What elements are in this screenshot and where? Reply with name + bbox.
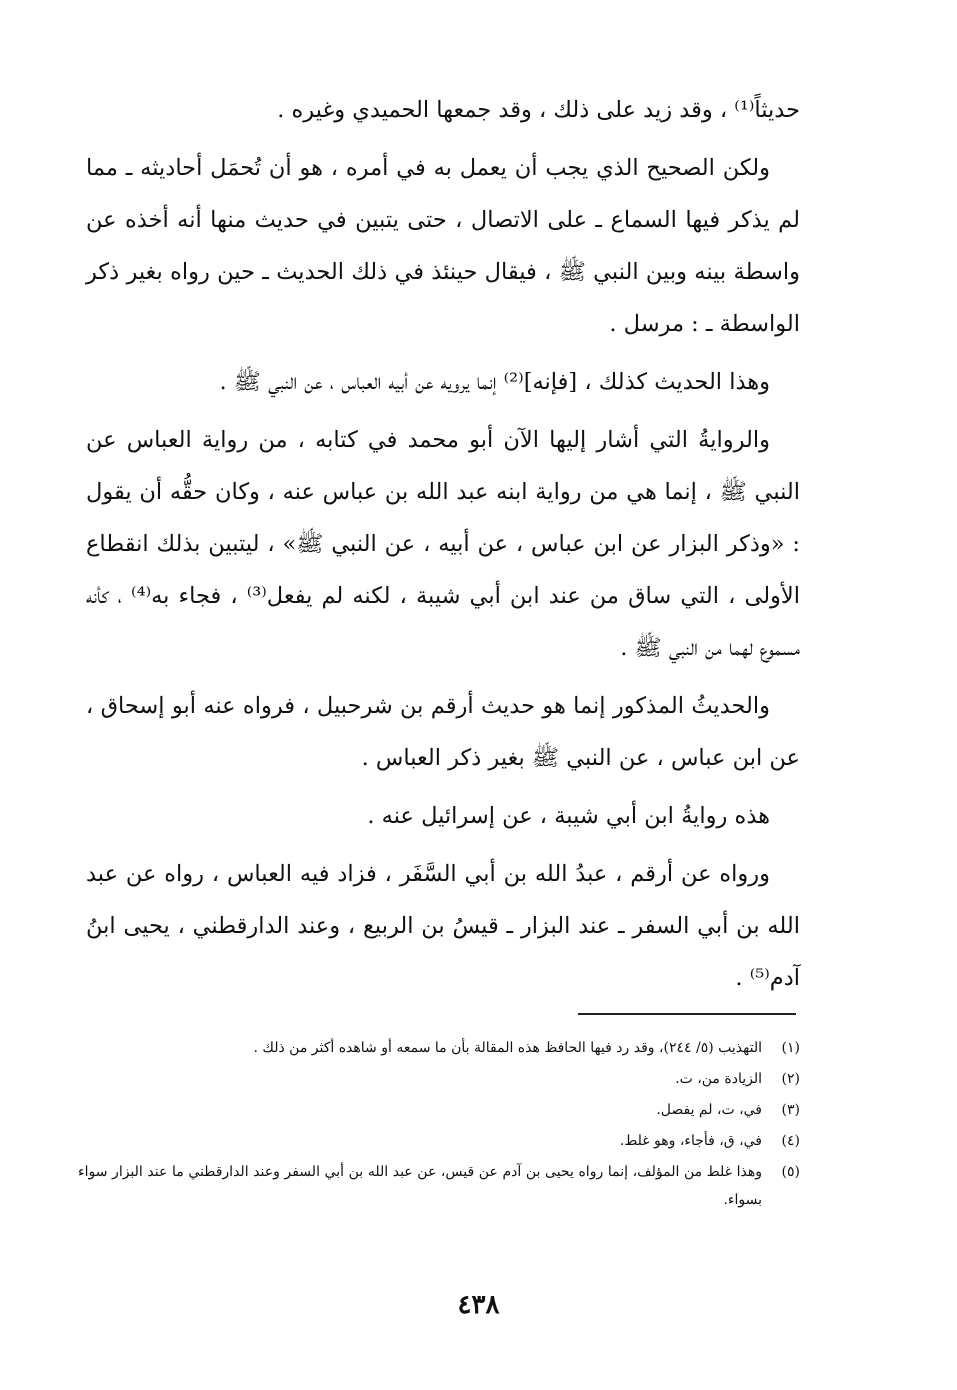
footnote-number: (٤) [781, 1133, 800, 1149]
main-text [86, 84, 800, 1010]
footnote-3 [78, 1096, 800, 1124]
paragraph-5: والحديثُ المذكور إنما هو حديث أرقم بن شرحبيل ، فرواه عنه أبو إسحاق ، عن ابن عباس ، عن النبي ﷺ بغير ذكر العباس . [86, 693, 800, 771]
footnote-number: (٥) [781, 1164, 800, 1180]
footnote-number: (٣) [781, 1102, 800, 1118]
paragraph-6: هذه روايةُ ابن أبي شيبة ، عن إسرائيل عنه . [367, 803, 770, 829]
paragraph-1: حديثاً⁽¹⁾ ، وقد زيد على ذلك ، وقد جمعها الحميدي وغيره . [277, 97, 800, 123]
footnote-text: التهذيب (٥/ ٢٤٤)، وقد رد فيها الحافظ هذه المقالة بأن ما سمعه أو شاهده أكثر من ذلك . [253, 1040, 762, 1056]
footnote-text: الزيادة من، ت. [675, 1071, 762, 1087]
footnote-text: وهذا غلط من المؤلف، إنما رواه يحيى بن آدم عن قيس، عن عبد الله بن أبي السفر وعند الدارقطني ما عند البزار سواء بسواء. [78, 1164, 762, 1208]
footnote-separator [578, 1013, 796, 1015]
footnote-4 [78, 1127, 800, 1155]
paragraph-2: ولكن الصحيح الذي يجب أن يعمل به في أمره ، هو أن تُحمَل أحاديثه ـ مما لم يذكر فيها السماع ـ على الاتصال ، حتى يتبين في حديث منها أنه أخذه عن واسطة بينه وبين النبي ﷺ ، فيقال حينئذ في ذلك الحديث ـ حين رواه بغير ذكر الواسطة ـ : مرسل . [86, 155, 800, 337]
footnote-number: (٢) [781, 1071, 800, 1087]
footnote-1 [78, 1034, 800, 1062]
footnotes [78, 1034, 800, 1217]
footnote-text: في، ق، فأجاء، وهو غلط. [619, 1133, 762, 1149]
footnote-number: (١) [781, 1040, 800, 1056]
paragraph-7: ورواه عن أرقم ، عبدُ الله بن أبي السَّفَر ، فزاد فيه العباس ، رواه عن عبد الله بن أبي السفر ـ عند البزار ـ قيسُ بن الربيع ، وعند الدارقطني ، يحيى ابنُ آدم⁽⁵⁾ . [86, 861, 800, 991]
paragraph-3: وهذا الحديث كذلك ، [فإنه]⁽²⁾ إنما يرويه عن أبيه العباس ، عن النبي ﷺ . [219, 369, 770, 395]
paragraph-4: والروايةُ التي أشار إليها الآن أبو محمد في كتابه ، من رواية العباس عن النبي ﷺ ، إنما هي من رواية ابنه عبد الله بن عباس عنه ، وكان حقُّه أن يقول : «وذكر البزار عن ابن عباس ، عن أبيه ، عن النبي ﷺ» ، ليتبين بذلك انقطاع الأولى ، التي ساق من عند ابن أبي شيبة ، لكنه لم يفعل⁽³⁾ ، فجاء به⁽⁴⁾ ، كأنه مسموع لهما من النبي ﷺ . [86, 427, 800, 661]
footnote-5 [78, 1158, 800, 1214]
page-number: ٤٣٨ [457, 1290, 500, 1320]
footnote-text: في، ت، لم يفصل. [656, 1102, 762, 1118]
footnote-2 [78, 1065, 800, 1093]
